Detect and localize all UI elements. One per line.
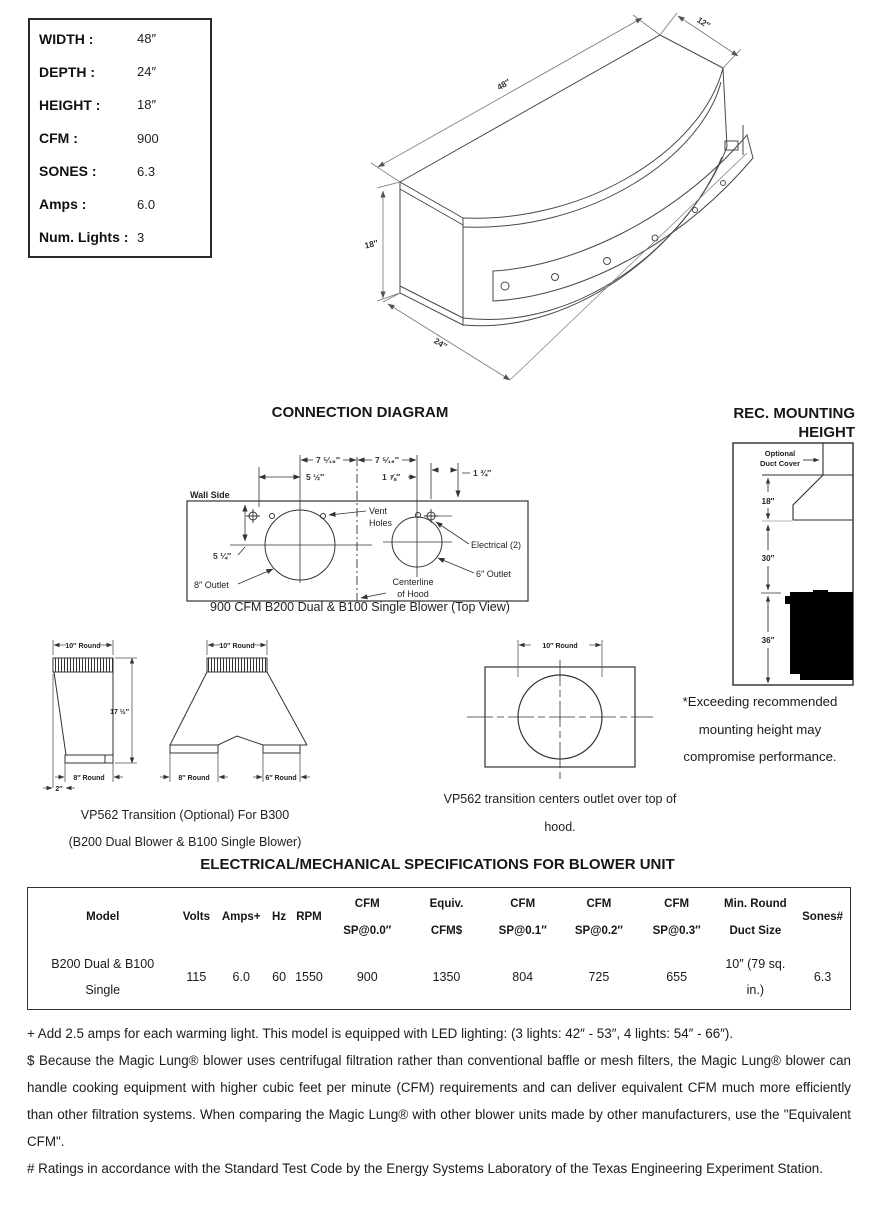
mount-note-line1: *Exceeding recommended: [682, 694, 838, 709]
dim-7-5-16-right: 7 ⁵⁄₁₆″: [375, 455, 399, 465]
cell-text: 10″ (79 sq. in.): [725, 957, 786, 997]
col-header-sones: [795, 888, 850, 946]
outlet-centering-diagram: [455, 632, 685, 782]
footnotes: [27, 1020, 851, 1182]
dim-8-round-wye: 8″ Round: [178, 775, 210, 782]
mounting-height-diagram: [723, 438, 863, 688]
header-text: Min. Round: [724, 897, 787, 910]
wall-side-label: Wall Side: [190, 490, 230, 500]
col-header-model: [28, 888, 177, 946]
blower-table-data-row: [28, 946, 850, 1008]
cell-cfm-sp03: [638, 946, 716, 1008]
transition-wye: [170, 658, 307, 753]
mounting-height-title-line1: REC. MOUNTING: [733, 405, 855, 422]
iso-dimension-lines: [371, 13, 747, 380]
header-text: Model: [86, 911, 120, 923]
mount-dim-18: 18″: [761, 497, 775, 506]
mount-dim-30: 30″: [761, 554, 775, 563]
cell-text: 6.3: [813, 970, 832, 984]
footnote-equivalent-cfm: $ Because the Magic Lung® blower uses centrifugal filtration rather than conventional baffle or mesh filters, the Magic Lung® blower can handle cooking equipment with higher cubic feet per minute (CFM) requirements and can deliver equivalent CFM much more efficiently than other filtration systems. When comparing the Magic Lung® with other blower units made by other manufacturers, use the "Equivalent CFM".: [27, 1053, 851, 1149]
header-text: CFM: [354, 897, 380, 910]
col-header-cfm-sp00: [327, 888, 408, 946]
vent-holes-label-1: Vent: [369, 506, 388, 516]
dim-5-quarter: 5 ¼″: [213, 551, 232, 561]
transition-caption-line2: (B200 Dual Blower & B100 Single Blower): [68, 834, 302, 849]
col-header-cfm-sp03: [638, 888, 716, 946]
cell-sones: [795, 946, 850, 1008]
cell-text: Single: [85, 983, 121, 997]
spec-row-cfm: [30, 122, 210, 155]
dim-17-half: 17 ½″: [110, 709, 129, 716]
cell-text: 115: [186, 970, 207, 984]
col-header-rpm: [291, 888, 327, 946]
header-text: Sones#: [802, 911, 844, 923]
mount-note-line2: mounting height may: [698, 721, 822, 737]
spec-value: 3: [137, 229, 145, 245]
col-header-volts: [177, 888, 215, 946]
mount-note-line3: compromise performance.: [683, 749, 837, 764]
spec-value: 24″: [137, 64, 157, 80]
dim-10-round-single: 10″ Round: [65, 643, 101, 650]
centerline-label-2: of Hood: [397, 589, 429, 599]
cell-text: 1350: [432, 970, 461, 984]
spec-label: WIDTH :: [39, 30, 94, 47]
header-text: SP@0.2″: [574, 924, 623, 937]
blower-table-header-row: [28, 888, 850, 946]
vp562-transition-diagrams: [33, 630, 333, 795]
range-silhouette: [785, 590, 853, 680]
iso-height-dim: 18″: [363, 237, 380, 251]
cell-text: 60: [272, 970, 287, 984]
spec-value: 900: [137, 130, 159, 146]
duct-cover-label-1: Optional: [764, 449, 796, 458]
header-text: SP@0.3″: [652, 924, 701, 937]
footnote-ratings: # Ratings in accordance with the Standard Test Code by the Energy Systems Laboratory of the Texas Engineering Experiment Station.: [27, 1161, 823, 1176]
cell-cfm-sp01: [485, 946, 560, 1008]
iso-width-dim: 48″: [495, 76, 512, 93]
spec-row-lights: [30, 221, 210, 254]
connection-diagram-caption: 900 CFM B200 Dual & B100 Single Blower (Top View): [210, 600, 510, 614]
spec-label: HEIGHT :: [39, 96, 101, 113]
dim-1-3-4: 1 ¾″: [473, 468, 492, 478]
spec-row-height: [30, 88, 210, 121]
outlet-6-label: 6″ Outlet: [476, 569, 511, 579]
dim-10-round-outlet: 10″ Round: [542, 643, 578, 650]
col-header-duct-size: [716, 888, 796, 946]
spec-label: CFM :: [39, 130, 78, 146]
cell-cfm-sp02: [560, 946, 638, 1008]
hood-top-outline: [187, 501, 528, 601]
spec-row-width: [30, 22, 210, 55]
cell-rpm: [291, 946, 327, 1008]
spec-row-amps: [30, 188, 210, 221]
dim-10-round-wye: 10″ Round: [219, 643, 255, 650]
dim-1-7-8: 1 ⅞″: [382, 472, 401, 482]
header-text: CFM: [586, 897, 612, 910]
cell-text: 725: [588, 970, 610, 984]
iso-depth-dim: 24″: [432, 335, 449, 352]
col-header-cfm-sp02: [560, 888, 638, 946]
cell-text: 655: [666, 970, 688, 984]
mounting-height-title: [655, 404, 855, 442]
hood-body: [400, 35, 727, 326]
cell-text: B200 Dual & B100: [51, 957, 155, 971]
col-header-amps: [215, 888, 267, 946]
header-text: CFM: [510, 897, 536, 910]
outlet-caption-line2: hood.: [544, 819, 576, 834]
header-text: CFM$: [430, 924, 463, 937]
col-header-equiv-cfm: [408, 888, 486, 946]
header-text: SP@0.0″: [343, 924, 392, 937]
cell-cfm-sp00: [327, 946, 408, 1008]
cell-volts: [177, 946, 215, 1008]
header-text: Equiv.: [429, 897, 464, 910]
connection-diagram-title: CONNECTION DIAGRAM: [271, 404, 449, 421]
spec-value: 6.3: [137, 163, 156, 179]
transition-caption-line1: VP562 Transition (Optional) For B300: [80, 808, 290, 822]
cell-duct-size: [716, 946, 796, 1008]
vent-holes-label-2: Holes: [369, 518, 393, 528]
duct-cover-label-2: Duct Cover: [759, 459, 801, 468]
spec-value: 48″: [137, 31, 157, 47]
spec-label: DEPTH :: [39, 63, 95, 80]
cell-text: 6.0: [232, 970, 250, 984]
col-header-hz: [267, 888, 291, 946]
footnote-amps: + Add 2.5 amps for each warming light. This model is equipped with LED lighting: (3 lights: 42″ - 53″, 4 lights: 54″ - 66″).: [27, 1026, 734, 1041]
header-text: CFM: [664, 897, 690, 910]
dim-7-5-16-left: 7 ⁵⁄₁₆″: [316, 455, 340, 465]
connection-diagram: [180, 437, 555, 607]
spec-label: SONES :: [39, 163, 97, 180]
spec-value: 6.0: [137, 196, 156, 212]
header-text: Duct Size: [729, 924, 782, 937]
header-text: RPM: [296, 911, 322, 923]
blower-spec-table: [27, 887, 851, 1010]
cell-equiv-cfm: [408, 946, 486, 1008]
dim-6-round-wye: 6″ Round: [265, 775, 297, 782]
col-header-cfm-sp01: [485, 888, 560, 946]
spec-label: Num. Lights :: [39, 229, 129, 246]
cell-hz: [267, 946, 291, 1008]
header-text: Volts: [182, 911, 211, 923]
outlet-caption-line1: VP562 transition centers outlet over top of: [443, 792, 677, 806]
cell-text: 900: [356, 970, 378, 984]
dim-5-half: 5 ½″: [306, 472, 325, 482]
outlet-diagram-caption: [420, 786, 700, 841]
transition-single: [53, 658, 113, 763]
electrical-label: Electrical (2): [471, 540, 522, 550]
cell-text: 1550: [295, 970, 323, 984]
cell-amps: [215, 946, 267, 1008]
outlet-diagram-shapes: [467, 660, 653, 780]
dim-2-offset: 2″: [55, 786, 63, 793]
cell-text: 804: [512, 970, 534, 984]
iso-duct-dim: 12″: [695, 14, 713, 31]
mounting-height-title-line2: HEIGHT: [798, 424, 855, 441]
spec-row-sones: [30, 155, 210, 188]
hood-isometric-drawing: [355, 5, 865, 395]
cell-model: [28, 946, 177, 1008]
blower-table-title: ELECTRICAL/MECHANICAL SPECIFICATIONS FOR BLOWER UNIT: [200, 856, 675, 873]
spec-row-depth: [30, 55, 210, 88]
mount-dim-36: 36″: [761, 636, 775, 645]
dim-8-round-single: 8″ Round: [73, 775, 105, 782]
header-text: Hz: [272, 911, 287, 923]
spec-value: 18″: [137, 97, 157, 113]
transition-caption: [25, 802, 345, 855]
outlet-8-label: 8″ Outlet: [194, 580, 229, 590]
header-text: SP@0.1″: [498, 924, 547, 937]
mounting-bracket: [725, 125, 743, 155]
spec-label: Amps :: [39, 196, 87, 213]
header-text: Amps+: [221, 911, 261, 923]
product-spec-box: [28, 18, 212, 258]
centerline-label-1: Centerline: [392, 577, 434, 587]
